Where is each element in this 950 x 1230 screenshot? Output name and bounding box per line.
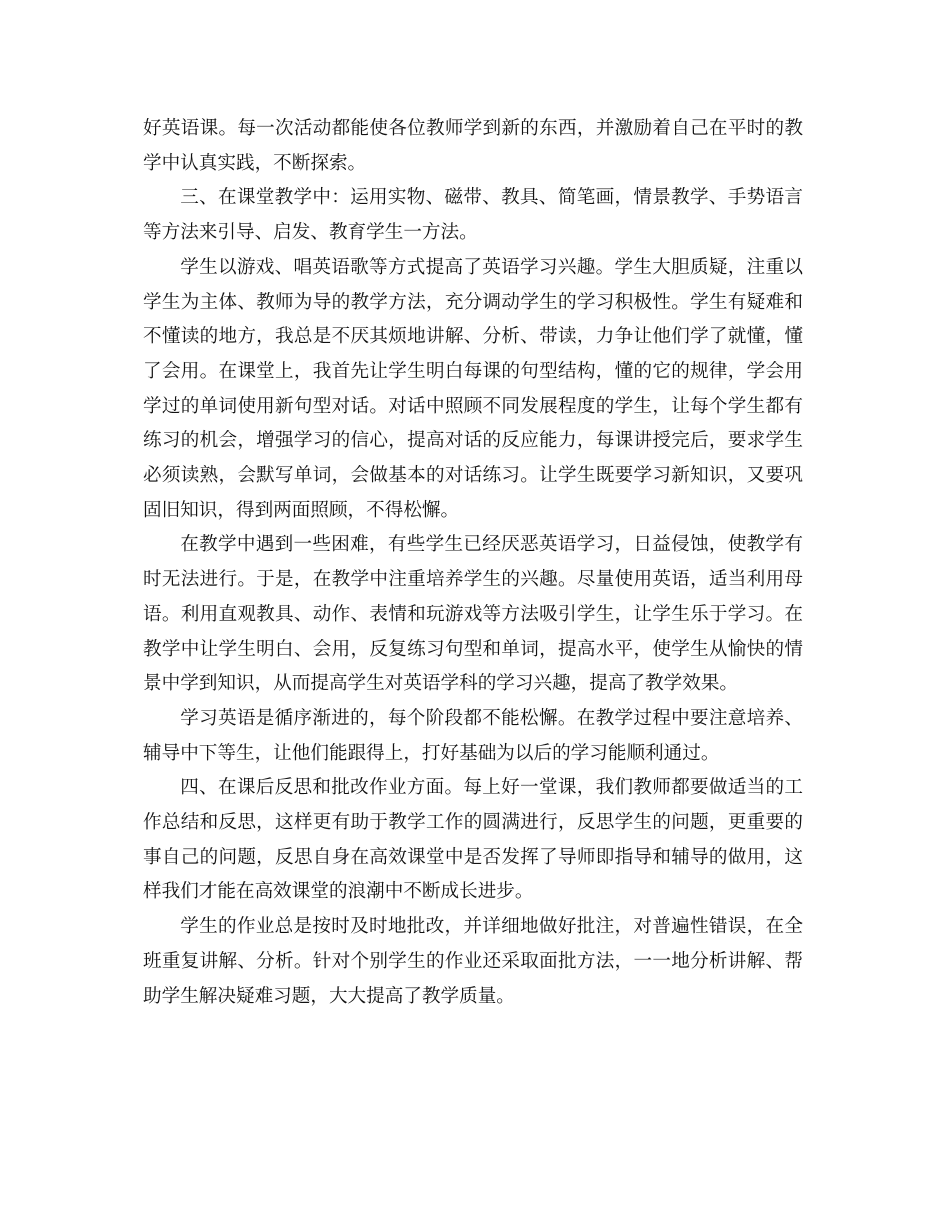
document-body: [143, 112, 803, 1014]
paragraph-section-three: 三、在课堂教学中：运用实物、磁带、教具、简笔画，情景教学、手势语言等方法来引导、启发、教育学生一方法。: [143, 187, 803, 244]
paragraph-teaching-difficulties: 在教学中遇到一些困难，有些学生已经厌恶英语学习，日益侵蚀，使教学有时无法进行。于是，在教学中注重培养学生的兴趣。尽量使用英语，适当利用母语。利用直观教具、动作、表情和玩游戏等方法吸引学生，让学生乐于学习。在教学中让学生明白、会用，反复练习句型和单词，提高水平，使学生从愉快的情景中学到知识，从而提高学生对英语学科的学习兴趣，提高了教学效果。: [143, 534, 803, 695]
paragraph-section-four: 四、在课后反思和批改作业方面。每上好一堂课，我们教师都要做适当的工作总结和反思，这样更有助于教学工作的圆满进行，反思学生的问题，更重要的事自己的问题，反思自身在高效课堂中是否发挥了导师即指导和辅导的做用，这样我们才能在高效课堂的浪潮中不断成长进步。: [143, 777, 803, 903]
paragraph-continuation: 好英语课。每一次活动都能使各位教师学到新的东西，并激励着自己在平时的教学中认真实践，不断探索。: [143, 118, 803, 174]
paragraph-student-interest: 学生以游戏、唱英语歌等方式提高了英语学习兴趣。学生大胆质疑，注重以学生为主体、教师为导的教学方法，充分调动学生的学习积极性。学生有疑难和不懂读的地方，我总是不厌其烦地讲解、分析、带读，力争让他们学了就懂，懂了会用。在课堂上，我首先让学生明白每课的句型结构，懂的它的规律，学会用学过的单词使用新句型对话。对话中照顾不同发展程度的学生，让每个学生都有练习的机会，增强学习的信心，提高对话的反应能力，每课讲授完后，要求学生必须读熟，会默写单词，会做基本的对话练习。让学生既要学习新知识，又要巩固旧知识，得到两面照顾，不得松懈。: [143, 256, 803, 521]
paragraph-gradual-learning: 学习英语是循序渐进的，每个阶段都不能松懈。在教学过程中要注意培养、辅导中下等生，让他们能跟得上，打好基础为以后的学习能顺利通过。: [143, 707, 803, 764]
paragraph-homework-grading: 学生的作业总是按时及时地批改，并详细地做好批注，对普遍性错误，在全班重复讲解、分析。针对个别学生的作业还采取面批方法，一一地分析讲解、帮助学生解决疑难习题，大大提高了教学质量。: [143, 916, 803, 1007]
